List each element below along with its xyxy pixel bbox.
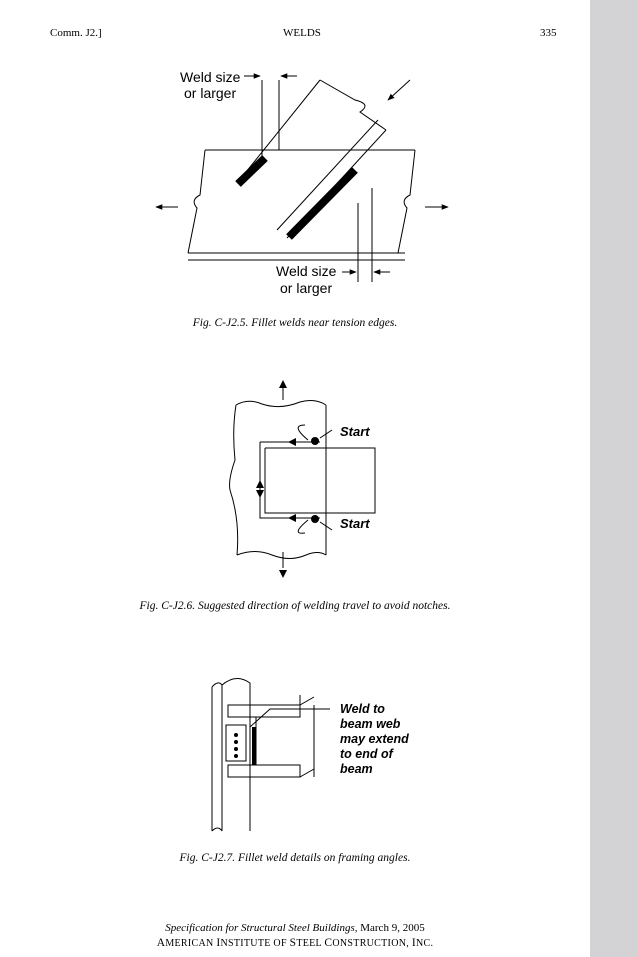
plate-left-break	[188, 150, 205, 253]
plate-outline	[230, 401, 326, 559]
header-title: WELDS	[283, 27, 321, 39]
caption-figure-2: Fig. C-J2.6. Suggested direction of welding travel to avoid notches.	[139, 600, 451, 612]
travel-arrow-left-down	[256, 490, 264, 498]
weld-note-leader	[250, 709, 330, 727]
figure-framing-angles	[0, 665, 590, 835]
page-margin-sidebar	[590, 0, 638, 957]
footer-publisher: AMERICAN INSTITUTE OF STEEL CONSTRUCTION, INC.	[156, 937, 434, 949]
caption-figure-3: Fig. C-J2.7. Fillet weld details on framing angles.	[179, 852, 411, 864]
start-leader-bottom	[298, 520, 308, 533]
weld-upper-left	[238, 158, 265, 184]
weld-outline-inner	[265, 448, 326, 513]
footer-line-1	[0, 922, 590, 934]
label-start-bottom: Start	[340, 516, 370, 531]
note-line-1: Weld to	[340, 702, 385, 716]
caption-figure-1: Fig. C-J2.5. Fillet welds near tension edges.	[192, 317, 398, 329]
label-weld-size-bottom-1: Weld size	[276, 263, 337, 279]
weld-lower	[289, 170, 355, 237]
note-line-4: to end of	[340, 747, 393, 761]
label-weld-size-bottom-2: or larger	[280, 280, 333, 296]
note-line-5: beam	[340, 762, 373, 776]
note-line-2: beam web	[340, 717, 401, 731]
bolt-holes	[234, 733, 238, 758]
member-inner-edge	[277, 120, 378, 230]
figure-fillet-welds-tension-edges	[0, 60, 590, 305]
footer-spec-title: Specification for Structural Steel Buildings,	[165, 922, 358, 934]
start-leader-top	[298, 425, 308, 440]
load-arrow-down	[279, 570, 287, 578]
header-section-ref: Comm. J2.]	[50, 27, 102, 39]
column-flange	[212, 685, 222, 831]
travel-arrow-bottom	[288, 514, 296, 522]
header-page-number: 335	[540, 27, 557, 39]
outstanding-leg	[326, 448, 375, 513]
plate-right-break	[398, 150, 415, 253]
figure-welding-travel-direction	[0, 370, 590, 588]
travel-arrow-left-up	[256, 480, 264, 488]
note-line-3: may extend	[340, 732, 409, 746]
member-force-arrow	[388, 80, 410, 100]
travel-arrow-top	[288, 438, 296, 446]
label-weld-size-top-1: Weld size	[180, 69, 241, 85]
label-start-top: Start	[340, 424, 370, 439]
beam-top-flange	[228, 705, 300, 717]
beam-bottom-flange	[228, 765, 300, 777]
weld-outline-outer	[260, 442, 320, 518]
footer-date: March 9, 2005	[357, 922, 425, 934]
label-weld-size-top-2: or larger	[184, 85, 237, 101]
